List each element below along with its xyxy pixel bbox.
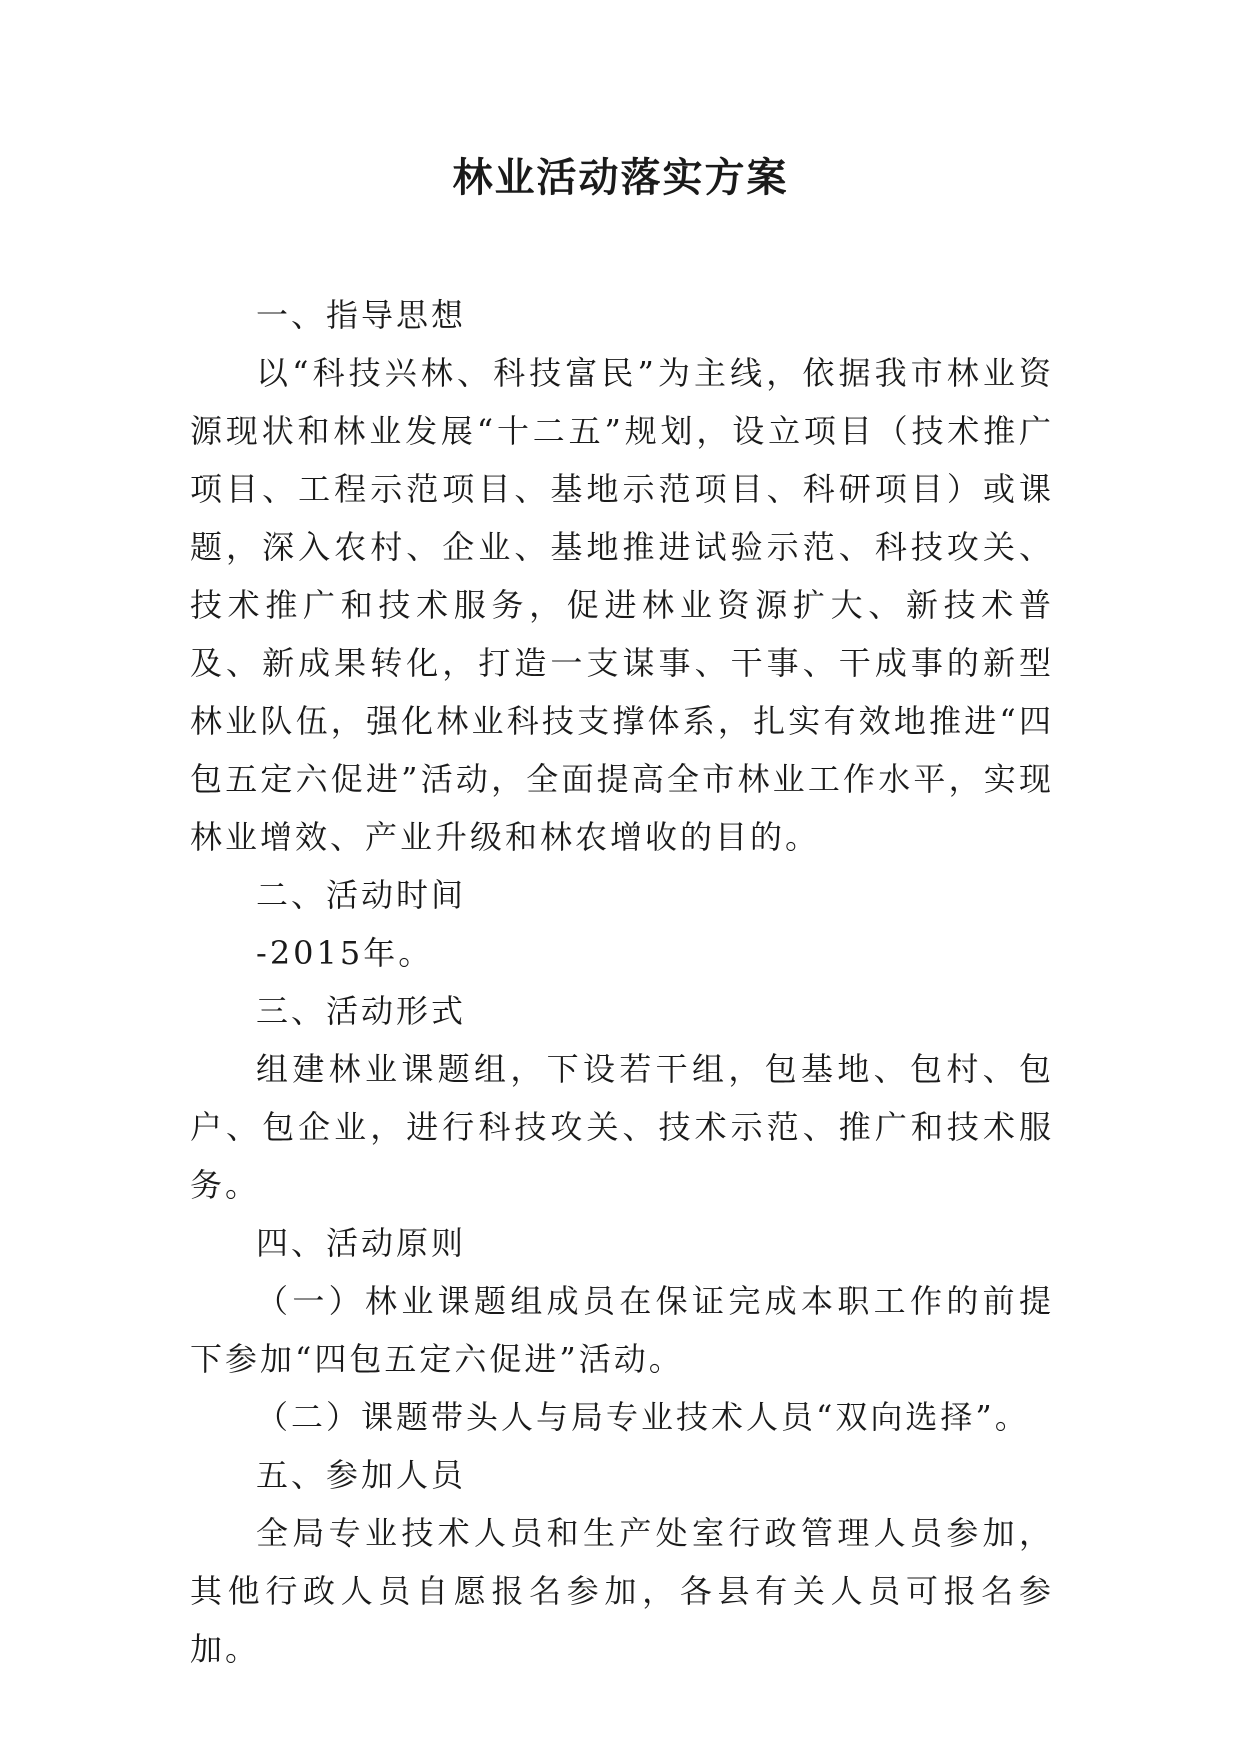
document-title: 林业活动落实方案: [452, 155, 789, 201]
paragraph: 全局专业技术人员和生产处室行政管理人员参加，其他行政人员自愿报名参加，各县有关人员可报名参加。: [190, 1514, 1054, 1668]
paragraph: 组建林业课题组，下设若干组，包基地、包村、包户、包企业，进行科技攻关、技术示范、推广和技术服务。: [190, 1050, 1054, 1204]
document-body: [190, 286, 1054, 1678]
section-heading: 二、活动时间: [256, 876, 467, 914]
paragraph: -2015年。: [256, 934, 434, 972]
paragraph: （二）课题带头人与局专业技术人员“双向选择”。: [256, 1398, 1030, 1436]
paragraph: （一）林业课题组成员在保证完成本职工作的前提下参加“四包五定六促进”活动。: [190, 1282, 1054, 1378]
section-heading: 一、指导思想: [256, 296, 467, 334]
section-heading: 四、活动原则: [256, 1224, 467, 1262]
section-heading: 三、活动形式: [256, 992, 467, 1030]
section-heading: 五、参加人员: [256, 1456, 467, 1494]
paragraph: 以“科技兴林、科技富民”为主线，依据我市林业资源现状和林业发展“十二五”规划，设立项目（技术推广项目、工程示范项目、基地示范项目、科研项目）或课题，深入农村、企业、基地推进试验示范、科技攻关、技术推广和技术服务，促进林业资源扩大、新技术普及、新成果转化，打造一支谋事、干事、干成事的新型林业队伍，强化林业科技支撑体系，扎实有效地推进“四包五定六促进”活动，全面提高全市林业工作水平，实现林业增效、产业升级和林农增收的目的。: [190, 354, 1054, 856]
